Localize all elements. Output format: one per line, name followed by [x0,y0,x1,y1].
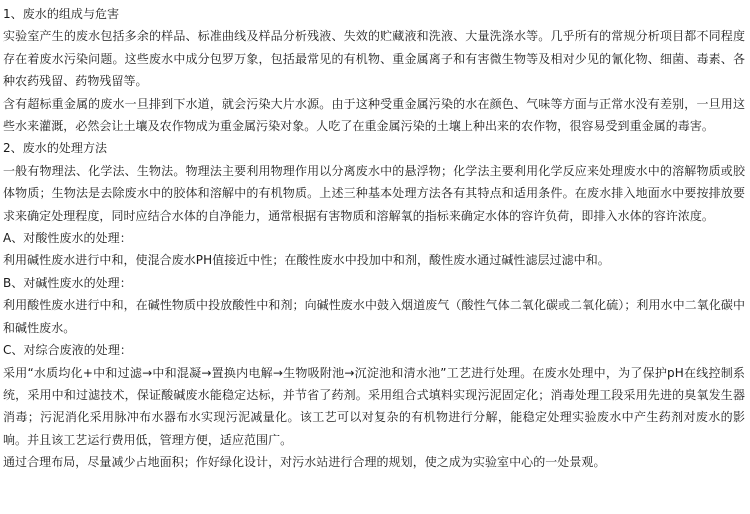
subheading-acidic-wastewater: A、对酸性废水的处理： [3,231,132,246]
paragraph-heavy-metal-hazard: 含有超标重金属的废水一旦排到下水道，就会污染大片水源。由于这种受重金属污染的水在颜色、气味等方面与正常水没有差别，一旦用这些水来灌溉，必然会让土壤及农作物成为重金属污染对象。人吃了在重金属污染的土壤上种出来的农作物，很容易受到重金属的毒害。 [3,96,745,134]
subheading-alkaline-wastewater: B、对碱性废水的处理： [3,275,132,290]
paragraph-wastewater-sources: 实验室产生的废水包括多余的样品、标准曲线及样品分析残液、失效的贮藏液和洗液、大量洗涤水等。几乎所有的常规分析项目都不同程度存在着废水污染问题。这些废水中成分包罗万象，包括最常见的有机物、重金属离子和有害微生物等及相对少见的氰化物、细菌、毒素、各种农药残留、药物残留等。 [3,29,745,89]
document-body [3,3,745,474]
section-heading-composition: 1、废水的组成与危害 [3,7,120,21]
section-heading-treatment: 2、废水的处理方法 [3,141,108,156]
paragraph-layout-landscape: 通过合理布局，尽量减少占地面积；作好绿化设计，对污水站进行合理的规划，使之成为实验室中心的一处景观。 [3,455,606,470]
subheading-combined-waste: C、对综合废液的处理： [3,343,132,358]
paragraph-combined-process: 采用“水质均化+中和过滤→中和混凝→置换内电解→生物吸附池→沉淀池和清水池”工艺进行处理。在废水处理中，为了保护pH在线控制系统，采用中和过滤技术，保证酸碱废水能稳定达标，并节省了药剂。采用组合式填料实现污泥固定化；消毒处理工段采用先进的臭氧发生器消毒；污泥消化采用脉冲布水器布水实现污泥减量化。该工艺可以对复杂的有机物进行分解，能稳定处理实验废水中产生药剂对废水的影响。并且该工艺运行费用低，管理方便，适应范围广。 [3,365,745,447]
paragraph-acidic-treatment: 利用碱性废水进行中和，使混合废水PH值接近中性；在酸性废水中投加中和剂，酸性废水通过碱性滤层过滤中和。 [3,253,610,268]
paragraph-treatment-methods: 一般有物理法、化学法、生物法。物理法主要利用物理作用以分离废水中的悬浮物；化学法主要利用化学反应来处理废水中的溶解物质或胶体物质；生物法是去除废水中的胶体和溶解中的有机物质。上述三种基本处理方法各有其特点和适用条件。在废水排入地面水中要按排放要求来确定处理程度，同时应结合水体的自净能力，通常根据有害物质和溶解氧的指标来确定水体的容许负荷，即排入水体的容许浓度。 [3,163,745,223]
paragraph-alkaline-treatment: 利用酸性废水进行中和，在碱性物质中投放酸性中和剂；向碱性废水中鼓入烟道废气（酸性气体二氧化碳或二氧化硫）；利用水中二氧化碳中和碱性废水。 [3,298,745,335]
